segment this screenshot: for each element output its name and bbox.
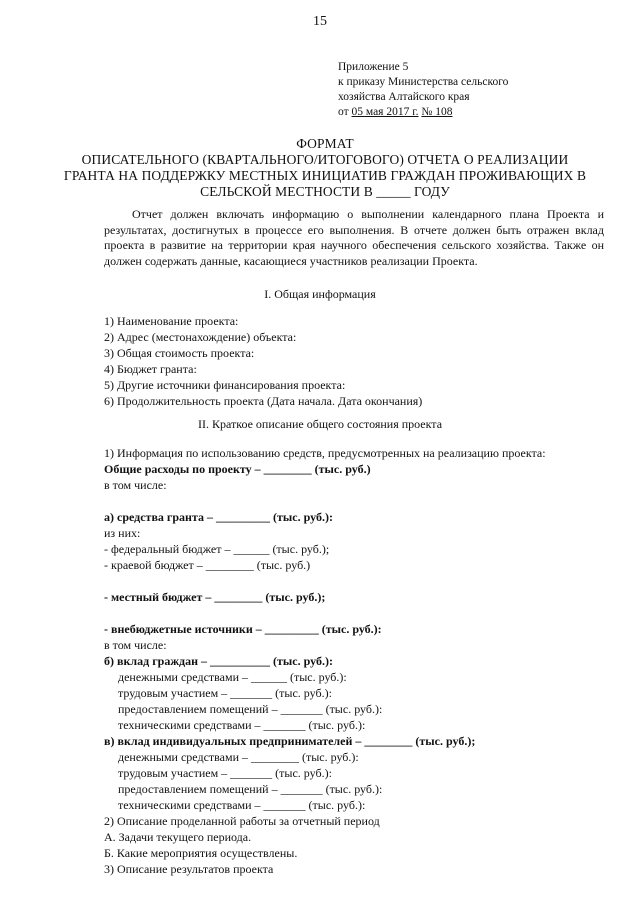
- page-number: 15: [313, 14, 327, 29]
- entrepreneurs-contribution: в) вклад индивидуальных предпринимателей – ________ (тыс. руб.);: [104, 734, 476, 748]
- including-label-2: в том числе:: [104, 638, 167, 652]
- info-item-2b: Б. Какие мероприятия осуществлены.: [104, 846, 298, 860]
- section-1-heading: I. Общая информация: [264, 287, 376, 301]
- info-item-3: 3) Описание результатов проекта: [104, 862, 274, 876]
- citizens-contribution: б) вклад граждан – __________ (тыс. руб.):: [104, 654, 333, 668]
- off-budget-sources: - внебюджетные источники – _________ (тыс. руб.):: [104, 622, 382, 636]
- entrepreneurs-money: денежными средствами – ________ (тыс. руб.):: [118, 750, 359, 764]
- appendix-line-2: к приказу Министерства сельского: [338, 76, 509, 88]
- list-item: 6) Продолжительность проекта (Дата начала. Дата окончания): [104, 394, 423, 408]
- info-item-2: 2) Описание проделанной работы за отчетный период: [104, 814, 380, 828]
- list-item: 3) Общая стоимость проекта:: [104, 346, 255, 360]
- total-expenses: Общие расходы по проекту – ________ (тыс. руб.): [104, 462, 371, 476]
- appendix-order-number: № 108: [421, 106, 453, 118]
- citizens-premises: предоставлением помещений – _______ (тыс. руб.):: [118, 702, 383, 716]
- intro-text: Отчет должен включать информацию о выполнении календарного плана Проекта и результатах, достигнутых в процессе его выполнения. В отчете должен быть отражен вклад проекта в развитие на территории края научного обеспечения сельского хозяйства. Также он должен содержать данные, касающиеся участников реализации Проекта.: [104, 207, 604, 268]
- appendix-date-prefix: от: [338, 106, 349, 118]
- local-budget: - местный бюджет – ________ (тыс. руб.);: [104, 590, 326, 604]
- grant-funds: а) средства гранта – _________ (тыс. руб.):: [104, 510, 333, 524]
- section-2-heading: II. Краткое описание общего состояния проекта: [197, 417, 443, 431]
- spacer: [104, 605, 624, 621]
- entrepreneurs-labor: трудовым участием – _______ (тыс. руб.):: [118, 766, 332, 780]
- appendix-line-1: Приложение 5: [338, 61, 409, 73]
- appendix-header: [338, 60, 508, 120]
- section-1-list: [104, 313, 624, 409]
- info-item-2a: А. Задачи текущего периода.: [104, 830, 252, 844]
- list-item: 4) Бюджет гранта:: [104, 362, 197, 376]
- entrepreneurs-tech: техническими средствами – _______ (тыс. руб.):: [118, 798, 366, 812]
- title-line-4: СЕЛЬСКОЙ МЕСТНОСТИ В _____ ГОДУ: [200, 184, 450, 199]
- federal-budget: - федеральный бюджет – ______ (тыс. руб.);: [104, 542, 330, 556]
- spacer: [104, 493, 624, 509]
- of-which-label: из них:: [104, 526, 141, 540]
- list-item: 1) Наименование проекта:: [104, 314, 239, 328]
- title-line-2: ОПИСАТЕЛЬНОГО (КВАРТАЛЬНОГО/ИТОГОВОГО) ОТЧЕТА О РЕАЛИЗАЦИИ: [81, 152, 569, 167]
- citizens-tech: техническими средствами – _______ (тыс. руб.):: [118, 718, 366, 732]
- entrepreneurs-premises: предоставлением помещений – _______ (тыс. руб.):: [118, 782, 383, 796]
- list-item: 2) Адрес (местонахождение) объекта:: [104, 330, 297, 344]
- regional-budget: - краевой бюджет – ________ (тыс. руб.): [104, 558, 311, 572]
- section-2-body: [104, 445, 624, 877]
- intro-paragraph: [104, 207, 604, 269]
- document-title: [40, 136, 610, 200]
- spacer: [104, 573, 624, 589]
- appendix-date: 05 мая 2017 г.: [351, 106, 419, 118]
- citizens-money: денежными средствами – ______ (тыс. руб.):: [118, 670, 347, 684]
- appendix-line-4: [338, 105, 508, 120]
- title-line-3: ГРАНТА НА ПОДДЕРЖКУ МЕСТНЫХ ИНИЦИАТИВ ГРАЖДАН ПРОЖИВАЮЩИХ В: [63, 168, 587, 183]
- info-item-1: 1) Информация по использованию средств, предусмотренных на реализацию проекта:: [104, 446, 546, 460]
- title-line-1: ФОРМАТ: [296, 136, 354, 151]
- citizens-labor: трудовым участием – _______ (тыс. руб.):: [118, 686, 332, 700]
- appendix-line-3: хозяйства Алтайского края: [338, 91, 470, 103]
- list-item: 5) Другие источники финансирования проекта:: [104, 378, 346, 392]
- including-label: в том числе:: [104, 478, 167, 492]
